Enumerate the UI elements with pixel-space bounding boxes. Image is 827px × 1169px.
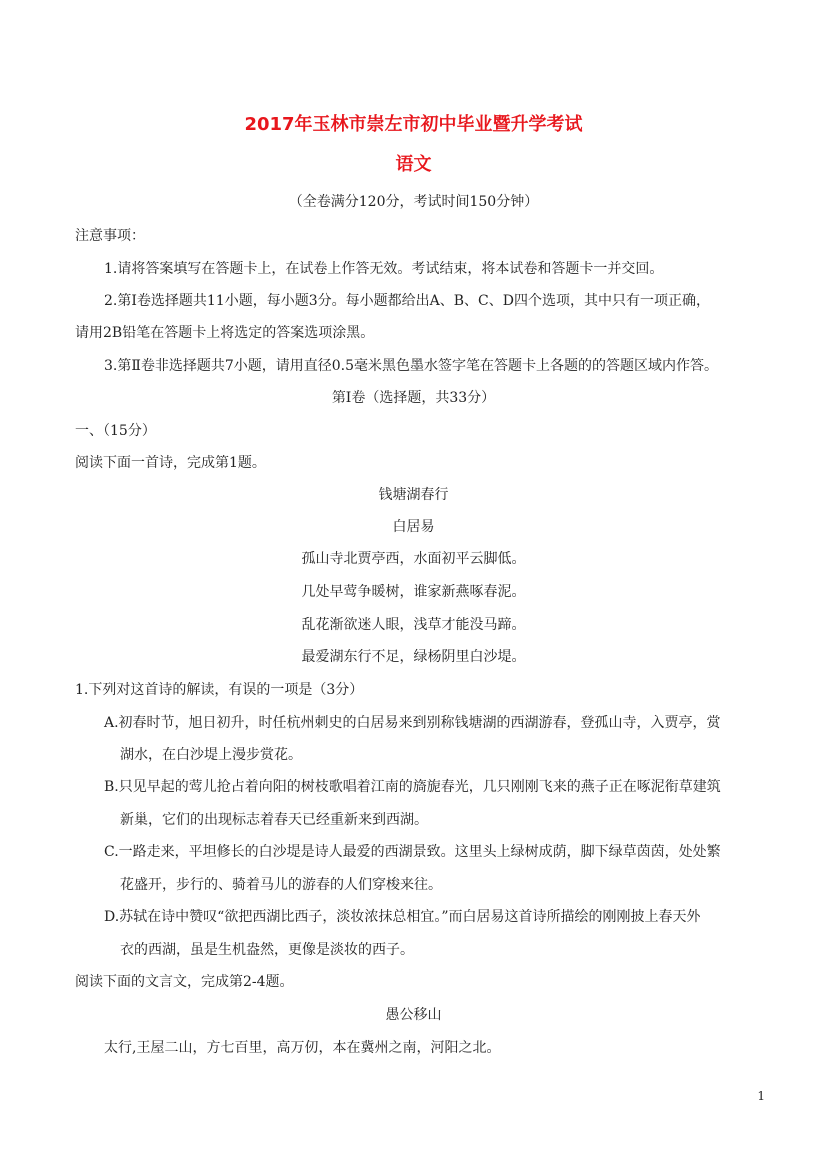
- option-a-line-2: 湖水，在白沙堤上漫步赏花。: [120, 747, 302, 763]
- poem-author: 白居易: [392, 519, 435, 535]
- notice-item-2-line-2: 请用2B铅笔在答题卡上将选定的答案选项涂黑。: [75, 325, 375, 341]
- question-1-stem: 1.下列对这首诗的解读，有误的一项是（3分）: [75, 682, 364, 698]
- classical-first-line: 太行,王屋二山，方七百里，高万仞，本在冀州之南，河阳之北。: [104, 1040, 501, 1056]
- classical-instruction: 阅读下面的文言文，完成第2-4题。: [75, 974, 294, 990]
- part1-heading: 第Ⅰ卷（选择题，共33分）: [331, 390, 496, 406]
- option-d-line-2: 衣的西湖，虽是生机盎然，更像是淡妆的西子。: [120, 942, 414, 958]
- subject-title: 语文: [395, 154, 432, 175]
- poem-line: 孤山寺北贾亭西，水面初平云脚低。: [301, 551, 526, 567]
- exam-info: （全卷满分120分，考试时间150分钟）: [288, 194, 539, 210]
- option-b-line-2: 新巢，它们的出现标志着春天已经重新来到西湖。: [120, 812, 428, 828]
- classical-title: 愚公移山: [385, 1007, 442, 1023]
- notice-item-2-line-1: 2.第Ⅰ卷选择题共11小题，每小题3分。每小题都给出A、B、C、D四个选项，其中只有一项正确，: [104, 293, 710, 309]
- option-d-line-1: D.苏轼在诗中赞叹“欲把西湖比西子，淡妆浓抹总相宜。”而白居易这首诗所描绘的刚刚披上春天外: [104, 909, 701, 925]
- notice-item-1: 1.请将答案填写在答题卡上，在试卷上作答无效。考试结束，将本试卷和答题卡一并交回。: [104, 261, 664, 277]
- notice-heading: 注意事项：: [75, 228, 145, 244]
- option-c-line-2: 花盛开，步行的、骑着马儿的游春的人们穿梭来往。: [120, 877, 442, 893]
- exam-title: 2017年玉林市崇左市初中毕业暨升学考试: [244, 114, 583, 135]
- poem-line: 最爱湖东行不足，绿杨阴里白沙堤。: [301, 649, 526, 665]
- poem-line: 几处早莺争暖树，谁家新燕啄春泥。: [301, 584, 526, 600]
- option-b-line-1: B.只见早起的莺儿抢占着向阳的树枝歌唱着江南的旖旎春光，几只刚刚飞来的燕子正在啄泥衔草建筑: [104, 779, 721, 795]
- poem-title: 钱塘湖春行: [378, 487, 449, 503]
- section-heading: 一、（15分）: [75, 423, 156, 439]
- poem-instruction: 阅读下面一首诗，完成第1题。: [75, 455, 266, 471]
- poem-line: 乱花渐欲迷人眼，浅草才能没马蹄。: [301, 617, 526, 633]
- notice-item-3: 3.第Ⅱ卷非选择题共7小题，请用直径0.5毫米黑色墨水签字笔在答题卡上各题的的答题区域内作答。: [104, 358, 719, 374]
- option-c-line-1: C.一路走来，平坦修长的白沙堤是诗人最爱的西湖景致。这里头上绿树成荫，脚下绿草茵茵，处处繁: [104, 844, 721, 860]
- page-number: 1: [757, 1089, 765, 1103]
- option-a-line-1: A.初春时节，旭日初升，时任杭州刺史的白居易来到别称钱塘湖的西湖游春，登孤山寺，入贾亭，赏: [104, 715, 721, 731]
